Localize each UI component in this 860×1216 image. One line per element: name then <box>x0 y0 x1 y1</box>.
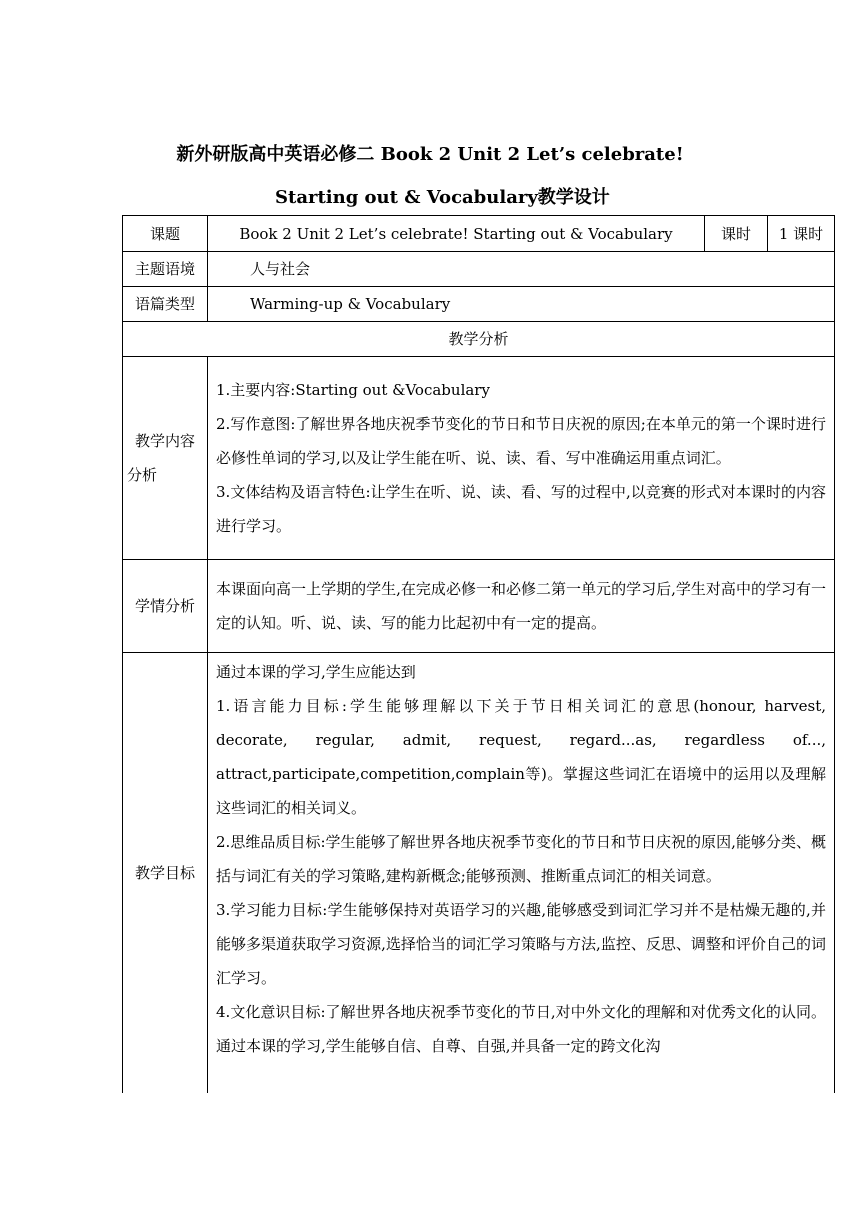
objectives-body <box>208 653 835 1093</box>
objective-language-rest: attract,participate,competition,complain等)。掌握这些词汇在语境中的运用以及理解这些词汇的相关词义。 <box>216 765 826 817</box>
theme-context-value: 人与社会 <box>208 252 835 287</box>
content-writing-intent: 2.写作意图:了解世界各地庆祝季节变化的节日和节日庆祝的原因;在本单元的第一个课时进行必修性单词的学习,以及让学生能在听、说、读、看、写中准确运用重点词汇。 <box>216 415 826 467</box>
objective-learning: 3.学习能力目标:学生能够保持对英语学习的兴趣,能够感受到词汇学习并不是枯燥无趣的,并能够多渠道获取学习资源,选择恰当的词汇学习策略与方法,监控、反思、调整和评价自己的词汇学习。 <box>216 901 826 987</box>
table-row <box>123 560 835 653</box>
content-main: 1.主要内容:Starting out &Vocabulary <box>216 381 490 399</box>
table-row <box>123 653 835 1093</box>
theme-context-label: 主题语境 <box>123 252 208 287</box>
table-row <box>123 322 835 357</box>
content-analysis-label-line2: 分析 <box>127 466 158 484</box>
table-row <box>123 252 835 287</box>
learner-analysis-label: 学情分析 <box>123 560 208 653</box>
table-row <box>123 216 835 252</box>
discourse-type-value: Warming-up & Vocabulary <box>208 287 835 322</box>
document-subtitle: Starting out & Vocabulary教学设计 <box>275 187 610 208</box>
section-heading: 教学分析 <box>123 322 835 357</box>
objective-thinking: 2.思维品质目标:学生能够了解世界各地庆祝季节变化的节日和节日庆祝的原因,能够分类、概括与词汇有关的学习策略,建构新概念;能够预测、推断重点词汇的相关词意。 <box>216 833 826 885</box>
objectives-intro: 通过本课的学习,学生应能达到 <box>216 663 416 681</box>
topic-label: 课题 <box>123 216 208 252</box>
learner-analysis-body <box>208 560 835 653</box>
period-value: 1 课时 <box>768 216 835 252</box>
content-structure: 3.文体结构及语言特色:让学生在听、说、读、看、写的过程中,以竞赛的形式对本课时的内容进行学习。 <box>216 483 826 535</box>
content-analysis-label <box>123 357 208 560</box>
objective-culture: 4.文化意识目标:了解世界各地庆祝季节变化的节日,对中外文化的理解和对优秀文化的认同。通过本课的学习,学生能够自信、自尊、自强,并具备一定的跨文化沟 <box>216 1003 826 1055</box>
period-label: 课时 <box>705 216 768 252</box>
objectives-label: 教学目标 <box>123 653 208 1093</box>
objective-language-line2: decorate, regular, admit, request, regard...as, regardless of..., <box>216 731 826 749</box>
learner-analysis-text: 本课面向高一上学期的学生,在完成必修一和必修二第一单元的学习后,学生对高中的学习有一定的认知。听、说、读、写的能力比起初中有一定的提高。 <box>216 580 826 632</box>
content-analysis-label-line1: 教学内容 <box>134 432 195 450</box>
table-row <box>123 287 835 322</box>
document-title: 新外研版高中英语必修二 Book 2 Unit 2 Let’s celebrate! <box>176 144 684 165</box>
table-row <box>123 357 835 560</box>
lesson-plan-table <box>122 215 835 1093</box>
objective-language-line1: 1.语言能力目标:学生能够理解以下关于节日相关词汇的意思(honour, harvest, <box>216 697 826 715</box>
discourse-type-label: 语篇类型 <box>123 287 208 322</box>
content-analysis-body <box>208 357 835 560</box>
topic-value: Book 2 Unit 2 Let’s celebrate! Starting out & Vocabulary <box>208 216 705 252</box>
